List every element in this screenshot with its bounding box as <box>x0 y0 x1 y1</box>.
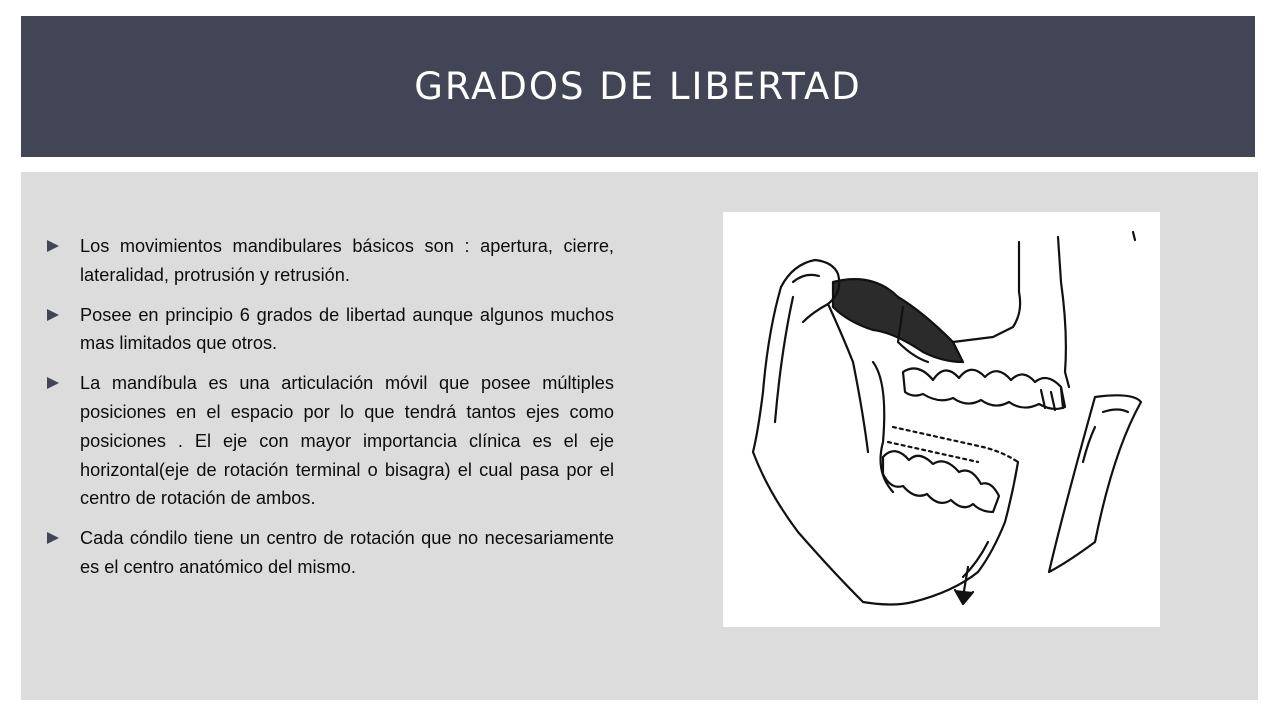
bullet-text: Posee en principio 6 grados de libertad aunque algunos muchos mas limitados que otros. <box>80 304 614 354</box>
title-bar <box>21 16 1255 157</box>
mandible-illustration <box>723 212 1160 627</box>
mandible-drawing-icon <box>723 212 1160 627</box>
bullet-item <box>45 369 614 513</box>
bullet-text: Los movimientos mandibulares básicos son : apertura, cierre, lateralidad, protrusión y retrusión. <box>80 236 614 285</box>
content-panel <box>21 172 1258 700</box>
triangle-bullet-icon <box>47 240 59 252</box>
bullet-item <box>45 232 614 290</box>
triangle-bullet-icon <box>47 532 59 544</box>
bullet-text: Cada cóndilo tiene un centro de rotación que no necesariamente es el centro anatómico del mismo. <box>80 528 614 577</box>
bullet-item <box>45 301 614 359</box>
slide-title: GRADOS DE LIBERTAD <box>414 65 862 108</box>
bullet-text: La mandíbula es una articulación móvil que posee múltiples posiciones en el espacio por lo que tendrá tantos ejes como posiciones . El eje con mayor importancia clínica es el eje horizontal(eje de rotación terminal o bisagra) el cual pasa por el centro de rotación de ambos. <box>80 373 614 509</box>
triangle-bullet-icon <box>47 309 59 321</box>
bullet-list <box>45 232 614 593</box>
triangle-bullet-icon <box>47 377 59 389</box>
bullet-item <box>45 524 614 582</box>
